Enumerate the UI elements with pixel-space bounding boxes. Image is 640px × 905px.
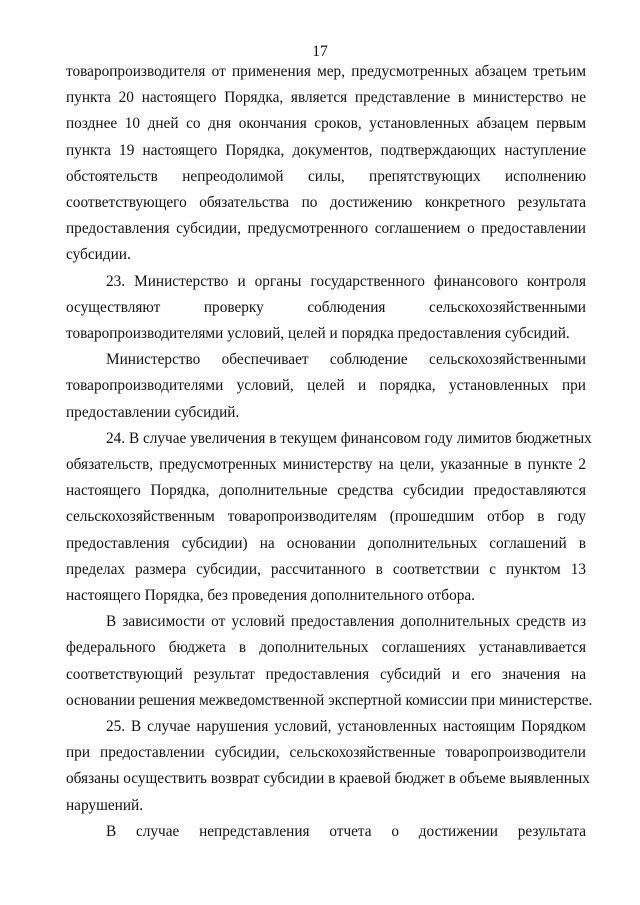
text-line: товаропроизводителя от применения мер, предусмотренных абзацем третьим	[66, 63, 586, 80]
text-line: обязаны осуществить возврат субсидии в краевой бюджет в объеме выявленных	[66, 770, 590, 787]
text-line: пределах размера субсидии, рассчитанного в соответствии с пунктом 13	[66, 561, 586, 578]
text-line: 25. В случае нарушения условий, установленных настоящим Порядком	[106, 718, 586, 735]
text-line: обязательств, предусмотренных министерству на цели, указанные в пункте 2	[66, 456, 586, 473]
text-line: нарушений.	[66, 797, 144, 814]
text-line: федерального бюджета в дополнительных соглашениях устанавливается	[66, 639, 586, 656]
text-line: предоставления субсидии, предусмотренного соглашением о предоставлении	[66, 220, 586, 237]
text-line: товаропроизводителями условий, целей и порядка предоставления субсидий.	[66, 325, 570, 342]
text-line: предоставления субсидии) на основании дополнительных соглашений в	[66, 535, 586, 552]
text-line: В случае непредставления отчета о достижении результата	[106, 823, 586, 840]
text-line: В зависимости от условий предоставления дополнительных средств из	[106, 613, 586, 630]
text-line: сельскохозяйственным товаропроизводителям (прошедшим отбор в году	[66, 508, 586, 525]
text-line: 23. Министерство и органы государственного финансового контроля	[106, 273, 586, 290]
text-line: предоставлении субсидий.	[66, 404, 240, 421]
text-line: настоящего Порядка, без проведения дополнительного отбора.	[66, 587, 475, 604]
text-line: 24. В случае увеличения в текущем финансовом году лимитов бюджетных	[106, 430, 592, 447]
text-line: соответствующий результат предоставления субсидий и его значения на	[66, 666, 586, 683]
text-line: основании решения межведомственной экспертной комиссии при министерстве.	[66, 692, 593, 709]
text-line: осуществляют проверку соблюдения сельскохозяйственными	[66, 299, 586, 316]
text-line: соответствующего обязательства по достижению конкретного результата	[66, 194, 586, 211]
text-line: пункта 19 настоящего Порядка, документов, подтверждающих наступление	[66, 142, 586, 159]
text-line: субсидии.	[66, 246, 131, 263]
text-line: позднее 10 дней со дня окончания сроков, установленных абзацем первым	[66, 115, 586, 132]
text-line: Министерство обеспечивает соблюдение сельскохозяйственными	[106, 351, 586, 368]
text-line: при предоставлении субсидии, сельскохозяйственные товаропроизводители	[66, 744, 586, 761]
text-line: настоящего Порядка, дополнительные средства субсидии предоставляются	[66, 482, 586, 499]
page-number: 17	[312, 43, 328, 60]
text-line: обстоятельств непреодолимой силы, препятствующих исполнению	[66, 168, 586, 185]
text-line: товаропроизводителями условий, целей и порядка, установленных при	[66, 377, 586, 394]
text-line: пункта 20 настоящего Порядка, является представление в министерство не	[66, 89, 586, 106]
